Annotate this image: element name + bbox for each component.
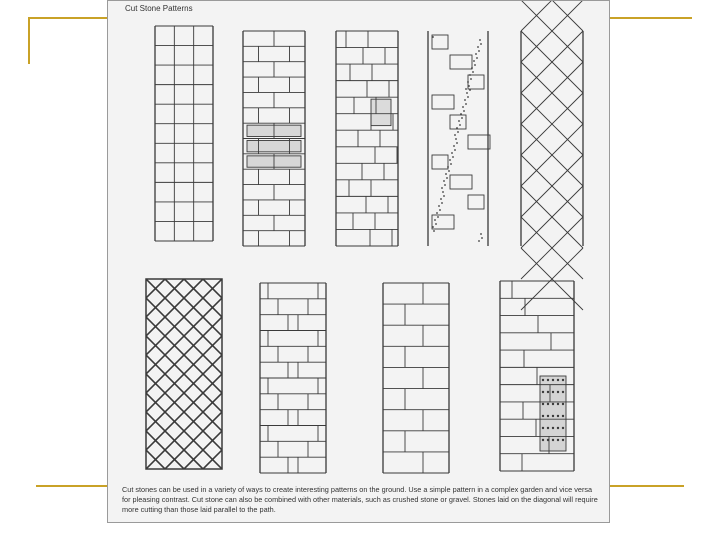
frame-line-left <box>28 17 30 64</box>
figure-caption: Cut stones can be used in a variety of ways to create interesting patterns on the ground. Use a simple pattern in a complex garden and vice versa for pleasing contrast. Cut stone can also be combined with other materials, such as crushed stone or gravel. Stones laid on the diagonal will require more cutting than those laid parallel to the path. <box>122 485 598 514</box>
pattern-diagonal-squares <box>521 1 583 310</box>
pattern-stone-and-gravel <box>428 31 490 246</box>
pattern-stepped-bond <box>260 283 326 473</box>
frame-line-bottom-right <box>610 485 684 487</box>
frame-line-top-left <box>28 17 107 19</box>
frame-line-bottom-left <box>36 485 107 487</box>
pattern-diagonal-lattice <box>108 279 611 469</box>
frame-line-top-right <box>610 17 692 19</box>
pattern-coursed-ashlar <box>336 31 398 246</box>
pattern-square-grid <box>155 26 213 241</box>
pattern-running-bond <box>243 31 305 246</box>
figure-title: Cut Stone Patterns <box>125 4 193 13</box>
pattern-long-pavers <box>383 283 449 473</box>
pattern-mixed-with-inlay <box>500 281 574 471</box>
cut-stone-patterns-figure <box>107 0 610 523</box>
pattern-sketches <box>108 1 611 524</box>
